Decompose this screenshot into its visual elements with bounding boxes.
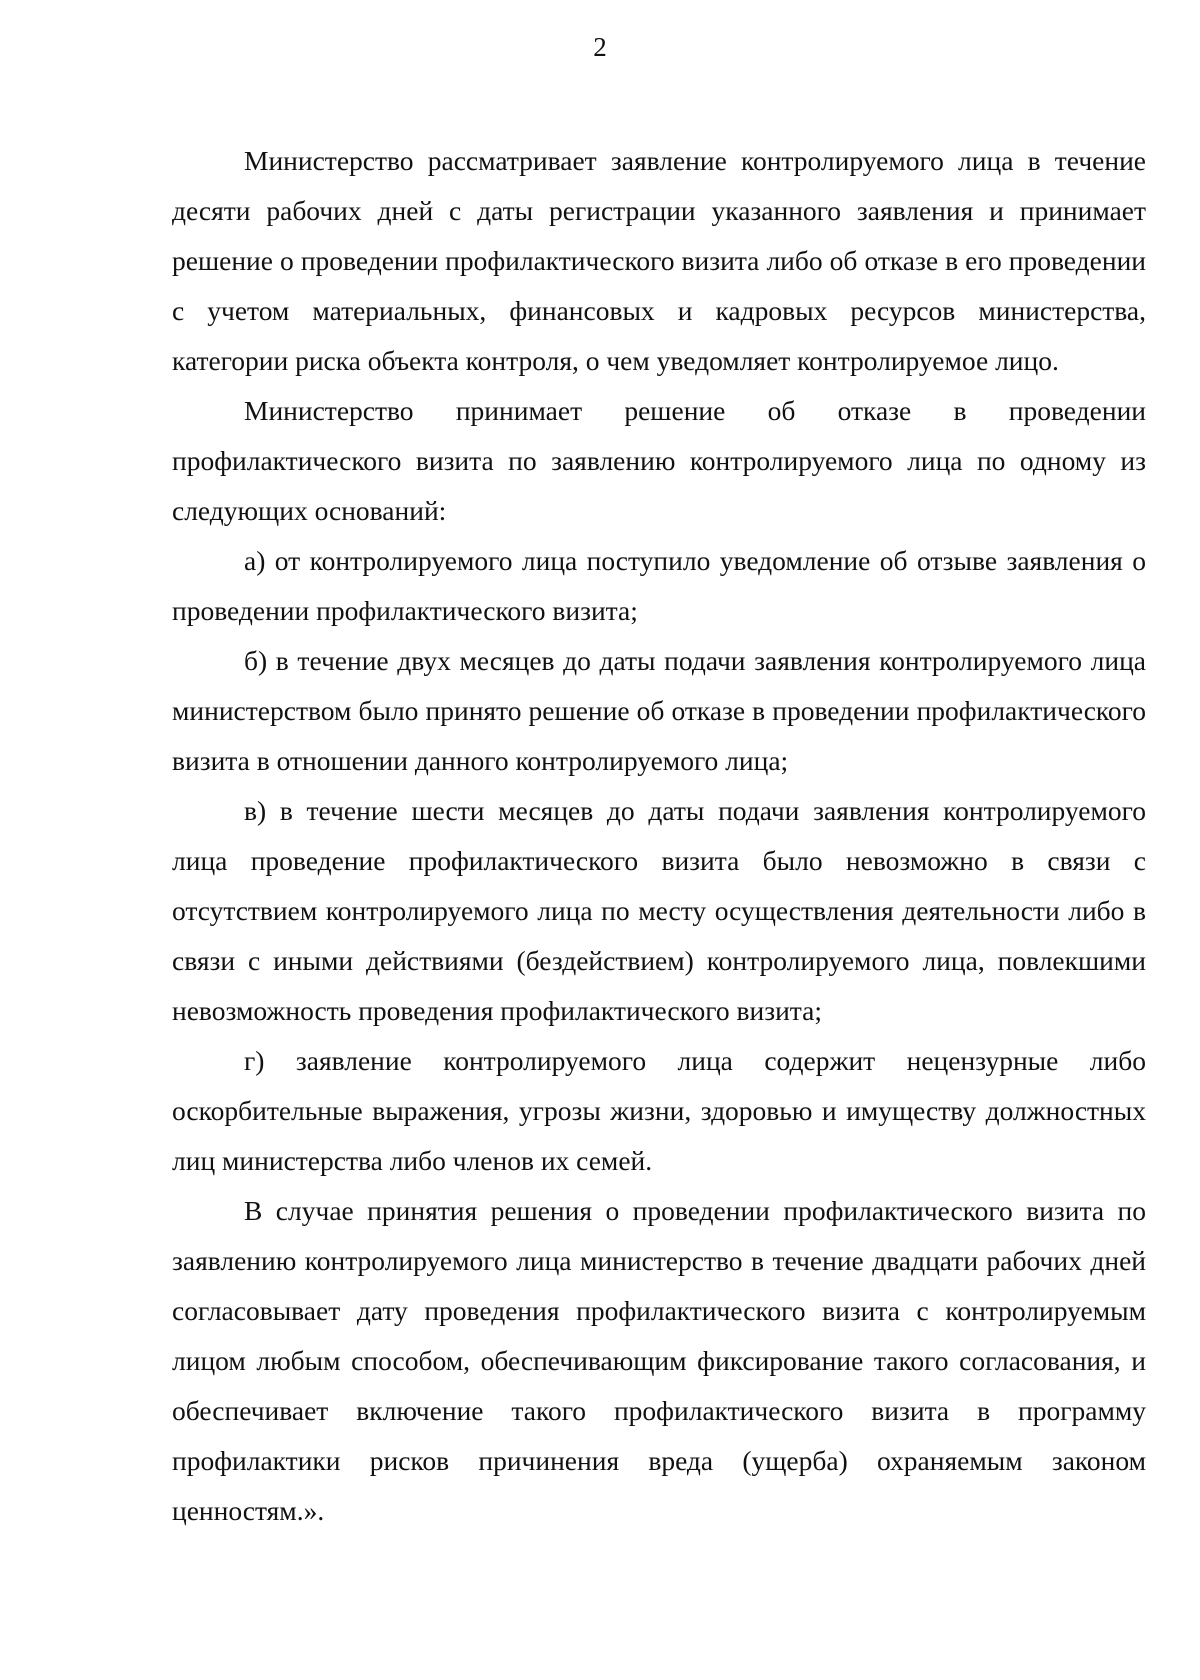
page-number: 2 [593,32,607,62]
list-item-a: а) от контролируемого лица поступило уведомление об отзыве заявления о проведении профилактического визита; [172,545,1146,626]
paragraph-visit-approval: В случае принятия решения о проведении профилактического визита по заявлению контролируемого лица министерство в течение двадцати рабочих дней согласовывает дату проведения профилактического визита с контролируемым лицом любым способом, обеспечивающим фиксирование такого согласования, и обеспечивает включение такого профилактического визита в программу профилактики рисков причинения вреда (ущерба) охраняемым законом ценностям.». [172,1195,1146,1526]
list-item-b: б) в течение двух месяцев до даты подачи заявления контролируемого лица министерством было принято решение об отказе в проведении профилактического визита в отношении данного контролируемого лица; [172,645,1146,776]
paragraph-review-period: Министерство рассматривает заявление контролируемого лица в течение десяти рабочих дней с даты регистрации указанного заявления и принимает решение о проведении профилактического визита либо об отказе в его проведении с учетом материальных, финансовых и кадровых ресурсов министерства, категории риска объекта контроля, о чем уведомляет контролируемое лицо. [172,145,1146,376]
list-item-g: г) заявление контролируемого лица содержит нецензурные либо оскорбительные выражения, угрозы жизни, здоровью и имуществу должностных лиц министерства либо членов их семей. [172,1045,1146,1176]
document-body [172,136,1146,1536]
paragraph-refusal-grounds-intro: Министерство принимает решение об отказе в проведении профилактического визита по заявлению контролируемого лица по одному из следующих оснований: [172,395,1146,526]
list-item-v: в) в течение шести месяцев до даты подачи заявления контролируемого лица проведение профилактического визита было невозможно в связи с отсутствием контролируемого лица по месту осуществления деятельности либо в связи с иными действиями (бездействием) контролируемого лица, повлекшими невозможность проведения профилактического визита; [172,795,1146,1026]
